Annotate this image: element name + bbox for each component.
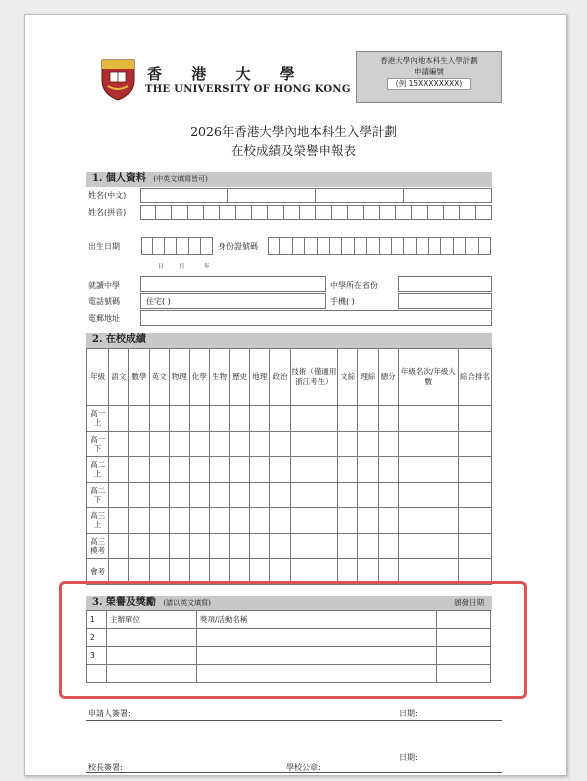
row-label: 高二上 bbox=[87, 457, 109, 483]
dob-day-unit: 日 bbox=[158, 264, 164, 270]
grades-row[interactable] bbox=[87, 533, 492, 559]
honors-col-org: 主辦單位 bbox=[107, 611, 197, 629]
id-number-field[interactable] bbox=[268, 237, 492, 255]
col-total: 總分 bbox=[378, 349, 398, 406]
section1-header bbox=[86, 172, 492, 187]
col-math: 數學 bbox=[129, 349, 149, 406]
dob-field[interactable] bbox=[141, 237, 213, 255]
principal-signature-label: 校長簽署: bbox=[88, 763, 123, 772]
principal-date-label: 日期: bbox=[399, 753, 418, 762]
school-label: 就讀中學 bbox=[88, 281, 120, 290]
col-grade: 年級 bbox=[87, 349, 109, 406]
dob-label: 出生日期 bbox=[88, 242, 120, 251]
name-zh-field[interactable] bbox=[140, 188, 492, 203]
grades-row[interactable] bbox=[87, 431, 492, 457]
dob-year-unit: 年 bbox=[204, 264, 210, 270]
grades-row[interactable] bbox=[87, 482, 492, 508]
school-province-label: 中學所在省份 bbox=[330, 281, 378, 290]
honors-row-number: 1 bbox=[87, 611, 107, 629]
name-pinyin-label: 姓名(拼音) bbox=[88, 208, 127, 217]
col-physics: 物理 bbox=[169, 349, 189, 406]
row-label: 高三模考 bbox=[87, 533, 109, 559]
grades-row[interactable] bbox=[87, 406, 492, 432]
name-zh-label: 姓名(中文) bbox=[88, 191, 127, 200]
col-biology: 生物 bbox=[209, 349, 229, 406]
col-english: 英文 bbox=[149, 349, 169, 406]
section3-title: 3. 榮譽及獎勵 bbox=[92, 597, 156, 608]
email-label: 電郵地址 bbox=[88, 314, 120, 323]
app-box-title: 香港大學內地本科生入學計劃 bbox=[380, 56, 478, 65]
section3-note: (請以英文填寫) bbox=[163, 599, 211, 607]
grades-row[interactable] bbox=[87, 508, 492, 534]
section1-note: (中英文填寫皆可) bbox=[153, 175, 208, 183]
honors-row-number: 3 bbox=[87, 647, 107, 665]
col-humanities: 文綜 bbox=[338, 349, 358, 406]
app-box-example: (例 15XXXXXXXX) bbox=[387, 78, 471, 90]
section2-header bbox=[86, 333, 492, 348]
col-history: 歷史 bbox=[230, 349, 250, 406]
dob-month-unit: 月 bbox=[179, 264, 185, 270]
application-number-box bbox=[356, 51, 502, 103]
applicant-signature-label: 申請人簽署: bbox=[88, 709, 131, 718]
school-province-field[interactable] bbox=[398, 276, 492, 292]
grades-row[interactable] bbox=[87, 457, 492, 483]
applicant-signature-line[interactable] bbox=[86, 720, 502, 721]
col-overall-rank: 綜合排名 bbox=[459, 349, 492, 406]
col-rank: 年級名次/年級人數 bbox=[398, 349, 458, 406]
highlight-box bbox=[59, 581, 527, 699]
col-politics: 政治 bbox=[270, 349, 290, 406]
section3-date-label: 頒發日期 bbox=[454, 598, 484, 607]
form-subtitle: 在校成績及榮譽申報表 bbox=[230, 143, 356, 158]
principal-signature-line[interactable] bbox=[86, 772, 502, 773]
form-title: 2026年香港大學內地本科生入學計劃 bbox=[190, 124, 397, 139]
section2-title: 2. 在校成績 bbox=[92, 334, 146, 345]
honors-row-number: 2 bbox=[87, 629, 107, 647]
section1-title: 1. 個人資料 bbox=[92, 173, 146, 184]
honors-col-award: 獎項/活動名稱 bbox=[197, 611, 437, 629]
name-pinyin-field[interactable] bbox=[140, 205, 492, 220]
school-seal-label: 學校公章: bbox=[286, 763, 321, 772]
applicant-date-label: 日期: bbox=[399, 709, 418, 718]
mobile-field[interactable] bbox=[398, 293, 492, 309]
col-sciences: 理綜 bbox=[358, 349, 378, 406]
col-geography: 地理 bbox=[250, 349, 270, 406]
university-name-en: THE UNIVERSITY OF HONG KONG bbox=[145, 84, 351, 95]
row-label: 高一下 bbox=[87, 431, 109, 457]
col-chinese: 語文 bbox=[109, 349, 129, 406]
app-box-label: 申請編號 bbox=[414, 67, 444, 76]
phone-label: 電話號碼 bbox=[88, 297, 120, 306]
mobile-label: 手機( ) bbox=[330, 297, 355, 306]
school-field[interactable] bbox=[140, 276, 326, 292]
grades-table bbox=[86, 348, 492, 585]
hku-crest-icon bbox=[98, 56, 138, 102]
col-technology: 技術（僅適用浙江考生） bbox=[290, 349, 338, 406]
university-name-zh: 香 港 大 學 bbox=[147, 65, 307, 83]
col-chemistry: 化學 bbox=[189, 349, 209, 406]
row-label: 高三上 bbox=[87, 508, 109, 534]
id-number-label: 身份證號碼 bbox=[218, 242, 258, 251]
email-field[interactable] bbox=[140, 310, 492, 326]
row-label: 高二下 bbox=[87, 482, 109, 508]
row-label: 會考 bbox=[87, 559, 109, 585]
row-label: 高一上 bbox=[87, 406, 109, 432]
home-phone-label: 住宅( ) bbox=[146, 297, 171, 306]
